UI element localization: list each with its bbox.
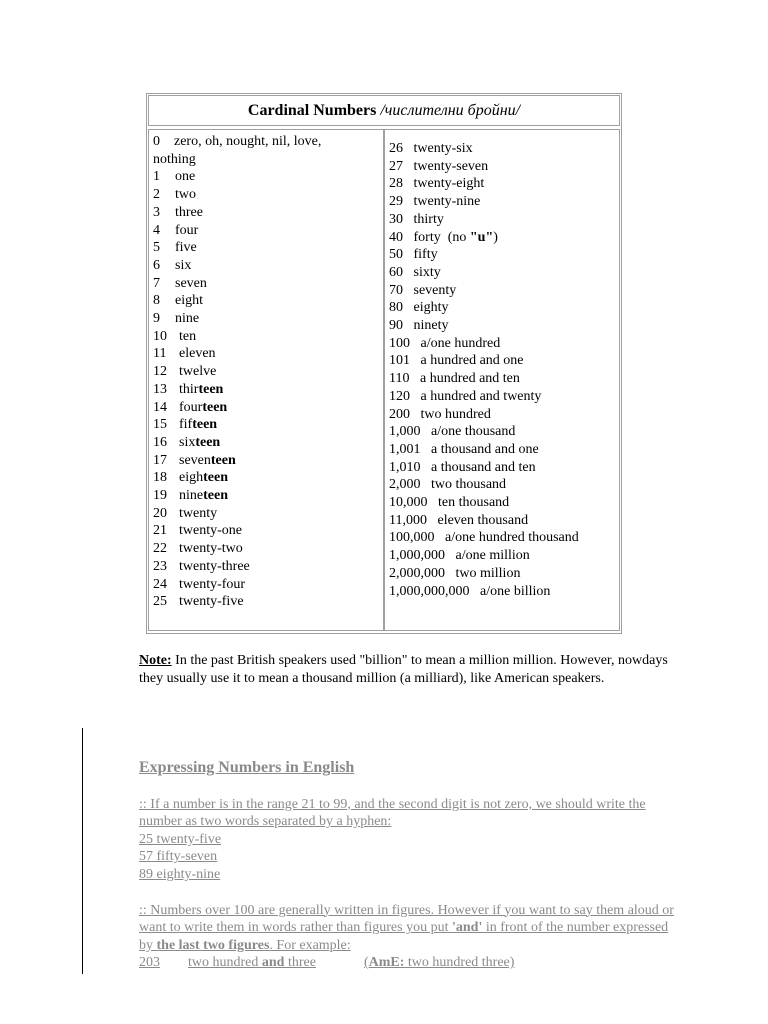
table-row <box>389 229 615 247</box>
table-row <box>153 452 379 470</box>
row-number: 9 <box>153 311 160 327</box>
table-row <box>153 576 379 594</box>
table-row <box>153 487 379 505</box>
p2-and: 'and' <box>451 920 483 936</box>
row-word: four <box>175 222 199 238</box>
row-word: twenty <box>179 505 218 521</box>
note-label: Note: <box>139 653 172 668</box>
row-word: twelve <box>179 364 217 380</box>
ex-ame-open: ( <box>363 955 369 971</box>
table-row <box>153 416 379 434</box>
row-number: 28 <box>389 176 403 192</box>
p2-last-two: the last two figures <box>156 937 270 953</box>
row-word: a/one hundred thousand <box>445 530 579 546</box>
table-row <box>153 328 379 346</box>
row-number: 2,000,000 <box>389 565 445 581</box>
row-word: one <box>175 169 196 185</box>
row-word: thir <box>179 381 199 397</box>
row-word: four <box>179 399 203 415</box>
row-word: ninety <box>413 318 449 334</box>
row-number: 1,000,000,000 <box>389 583 470 599</box>
row-number: 50 <box>389 247 403 263</box>
row-number: 3 <box>153 204 160 220</box>
table-row <box>153 469 379 487</box>
table-row <box>389 264 615 282</box>
row-word: sixty <box>413 264 441 280</box>
row-number: 23 <box>153 558 167 574</box>
row-number: 200 <box>389 406 410 422</box>
section-heading: Expressing Numbers in English <box>139 759 355 776</box>
row-number: 15 <box>153 417 167 433</box>
row-word: five <box>175 240 197 256</box>
forty-note-u: "u" <box>469 229 494 245</box>
expressing-numbers-section <box>139 759 679 972</box>
ex-num: 203 <box>139 955 160 971</box>
row-number: 21 <box>153 523 167 539</box>
table-row <box>389 583 615 601</box>
row-number: 10 <box>153 328 167 344</box>
example-line: 25 twenty-five <box>139 831 222 847</box>
row-number: 120 <box>389 388 410 404</box>
row-number: 80 <box>389 300 403 316</box>
row-number: 7 <box>153 275 160 291</box>
row-number: 0 <box>153 134 160 149</box>
row-number: 6 <box>153 257 160 273</box>
row-word-suffix: teen <box>202 399 228 415</box>
row-word: twenty-seven <box>413 158 489 174</box>
row-number: 26 <box>389 141 403 156</box>
table-row <box>153 399 379 417</box>
row-word: twenty-nine <box>413 194 481 210</box>
table-row <box>153 593 379 611</box>
row-number: 11,000 <box>389 512 427 528</box>
table-row <box>389 299 615 317</box>
row-word: forty (no <box>413 229 470 245</box>
row-number: 16 <box>153 434 167 450</box>
row-number: 10,000 <box>389 495 428 511</box>
table-row <box>389 140 615 158</box>
row-word: a hundred and one <box>420 353 524 369</box>
table-row <box>389 246 615 264</box>
row-number: 18 <box>153 470 167 486</box>
row-number: 24 <box>153 576 167 592</box>
row-word-suffix: teen <box>192 417 218 433</box>
row-word: a/one thousand <box>431 424 516 440</box>
row-word: a thousand and one <box>431 441 539 457</box>
table-row <box>153 186 379 204</box>
row-word: a/one million <box>455 548 530 564</box>
table-row <box>389 388 615 406</box>
row-number: 8 <box>153 293 160 309</box>
table-row <box>389 211 615 229</box>
table-row <box>389 406 615 424</box>
row-word: eigh <box>179 470 204 486</box>
row-word: a/one hundred <box>420 335 501 351</box>
row-word-suffix: teen <box>210 452 236 468</box>
row-number: 90 <box>389 318 403 334</box>
table-row <box>389 547 615 565</box>
section-paragraph-1: :: If a number is in the range 21 to 99, and the second digit is not zero, we should write the number as two words separated by a hyphen: <box>139 796 646 830</box>
note-paragraph <box>139 652 679 687</box>
row-word: nine <box>179 488 204 504</box>
row-word: thirty <box>413 211 444 227</box>
table-title <box>148 95 620 126</box>
table-row <box>389 494 615 512</box>
row-number: 100,000 <box>389 530 435 546</box>
forty-note-close: ) <box>493 229 498 245</box>
row-word: ten <box>179 328 197 344</box>
table-row <box>389 352 615 370</box>
table-row <box>153 275 379 293</box>
table-row <box>153 558 379 576</box>
table-row <box>389 335 615 353</box>
table-row <box>389 158 615 176</box>
row-word-continued: nothing <box>153 151 196 167</box>
row-word-suffix: teen <box>203 470 228 486</box>
row-number: 60 <box>389 264 403 280</box>
table-row <box>389 370 615 388</box>
table-row <box>153 505 379 523</box>
table-row <box>153 345 379 363</box>
table-row <box>153 540 379 558</box>
row-number: 1,001 <box>389 441 421 457</box>
row-number: 2,000 <box>389 477 421 493</box>
row-number: 12 <box>153 364 167 380</box>
row-word: two <box>175 187 196 203</box>
table-row <box>389 459 615 477</box>
row-word: twenty-three <box>179 558 250 574</box>
row-word-suffix: teen <box>203 488 228 504</box>
table-row <box>389 529 615 547</box>
row-number: 30 <box>389 211 403 227</box>
row-number: 1 <box>153 169 160 185</box>
row-word: fif <box>179 417 193 433</box>
table-right-column <box>384 129 620 631</box>
p2-part-b: in front of the number expressed by <box>139 920 669 953</box>
row-word: nine <box>175 311 200 327</box>
example-line: 57 fifty-seven <box>139 849 218 865</box>
table-row <box>389 565 615 583</box>
example-203 <box>139 954 514 972</box>
table-title-main: Cardinal Numbers <box>247 101 377 119</box>
p2-part-c: . For example: <box>269 937 351 953</box>
row-number: 29 <box>389 194 403 210</box>
table-row <box>153 222 379 240</box>
table-row <box>389 175 615 193</box>
row-word: a/one billion <box>480 583 551 599</box>
row-word: two hundred <box>420 406 491 422</box>
table-title-sub: /числителни бройни/ <box>380 101 521 119</box>
row-word: twenty-six <box>413 141 473 156</box>
table-row <box>153 310 379 328</box>
table-row <box>389 512 615 530</box>
row-word: twenty-four <box>179 576 246 592</box>
table-row <box>153 239 379 257</box>
row-number: 27 <box>389 158 403 174</box>
row-number: 4 <box>153 222 160 238</box>
ex-and: and <box>261 955 285 971</box>
p2-part-a: :: Numbers over 100 are generally written in figures. However if you want to say them aloud or want to write them in words rather than figures you put <box>139 902 674 936</box>
row-word: twenty-five <box>179 594 244 610</box>
row-number: 25 <box>153 594 167 610</box>
table-row <box>153 168 379 186</box>
row-number: 40 <box>389 229 403 245</box>
row-word: six <box>175 257 192 273</box>
row-number: 20 <box>153 505 167 521</box>
table-row <box>389 193 615 211</box>
table-row <box>153 434 379 452</box>
cardinal-numbers-table <box>146 93 622 634</box>
row-number: 70 <box>389 282 403 298</box>
row-number: 22 <box>153 541 167 557</box>
table-row <box>389 423 615 441</box>
row-word: eight <box>175 293 203 309</box>
row-word: twenty-one <box>179 523 242 539</box>
row-word: three <box>175 204 203 220</box>
table-row <box>389 441 615 459</box>
section-paragraph-2 <box>139 902 679 955</box>
row-word: a hundred and ten <box>419 371 520 387</box>
row-word: a hundred and twenty <box>420 388 542 404</box>
row-word: zero, oh, nought, nil, love, <box>174 134 322 149</box>
row-word-suffix: teen <box>198 381 224 397</box>
table-row <box>153 133 379 168</box>
row-word: seven <box>175 275 207 291</box>
example-line: 89 eighty-nine <box>139 866 221 882</box>
row-word: twenty-eight <box>413 176 485 192</box>
row-number: 5 <box>153 240 160 256</box>
ex-post: three <box>284 955 316 971</box>
vertical-margin-line <box>82 728 83 974</box>
note-text: In the past British speakers used "billion" to mean a million million. However, nowdays they usually use it to mean a thousand million (a milliard), like American speakers. <box>139 653 668 686</box>
table-row <box>389 282 615 300</box>
row-word: eleven <box>179 346 216 362</box>
ex-ame-label: AmE: <box>368 955 405 971</box>
row-number: 100 <box>389 335 410 351</box>
ex-ame-text: two hundred three) <box>404 955 515 971</box>
ex-pre: two hundred <box>188 955 262 971</box>
row-number: 1,000 <box>389 424 421 440</box>
row-word: fifty <box>413 247 438 263</box>
table-row <box>389 317 615 335</box>
row-number: 2 <box>153 187 160 203</box>
row-word: two thousand <box>431 477 507 493</box>
row-word-suffix: teen <box>195 434 221 450</box>
row-number: 1,010 <box>389 459 421 475</box>
row-number: 17 <box>153 452 167 468</box>
row-word: eleven thousand <box>437 512 529 528</box>
row-word: eighty <box>413 300 449 316</box>
row-number: 101 <box>389 353 410 369</box>
row-word: ten thousand <box>438 495 510 511</box>
row-number: 1,000,000 <box>389 548 445 564</box>
table-row <box>153 522 379 540</box>
table-left-column <box>148 129 384 631</box>
table-row <box>153 204 379 222</box>
row-word: two million <box>455 565 521 581</box>
table-row <box>389 476 615 494</box>
table-row <box>153 257 379 275</box>
row-number: 13 <box>153 381 167 397</box>
row-number: 110 <box>389 371 410 387</box>
table-row <box>153 292 379 310</box>
row-number: 11 <box>153 346 167 362</box>
row-word: a thousand and ten <box>431 459 536 475</box>
row-word: six <box>179 434 196 450</box>
row-number: 14 <box>153 399 167 415</box>
table-row <box>153 381 379 399</box>
row-number: 19 <box>153 488 167 504</box>
row-word: seven <box>179 452 211 468</box>
row-word: twenty-two <box>179 541 243 557</box>
row-word: seventy <box>413 282 457 298</box>
table-row <box>153 363 379 381</box>
